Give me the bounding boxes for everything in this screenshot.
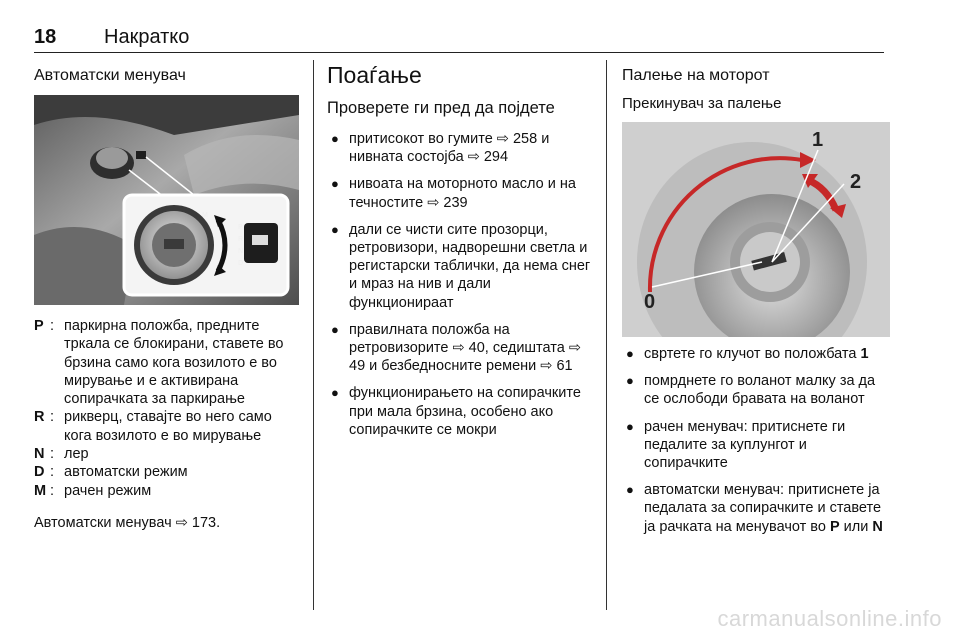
figure-label-2: 2 (850, 171, 862, 193)
ignition-switch-illustration (622, 122, 890, 337)
definition-key: M (34, 482, 47, 499)
list-item (327, 321, 599, 376)
bullet-icon: ● (331, 385, 339, 401)
definition-text: автоматски режим (64, 464, 188, 481)
list-item-text: помрднете го воланот малку за да се ослободи бравата на воланот (644, 373, 876, 408)
bullet-icon: ● (331, 131, 339, 146)
list-item (622, 345, 890, 363)
list-item-text-mid: или (839, 518, 873, 535)
list-item (622, 418, 890, 473)
column-divider-1 (313, 60, 314, 610)
chapter-title: Накратко (104, 26, 190, 48)
list-item-text: рачен менувач: притиснете ги педалите за куплунгот и сопирачките (644, 418, 846, 472)
list-item-text: дали се чисти сите прозорци, ретровизори, надворешни светла и регистарски таблички, да нема снег и мраз на нив и дали функционираат (349, 221, 591, 311)
section-title: Палење на моторот (622, 67, 770, 84)
bullet-icon: ● (626, 346, 634, 361)
column-divider-2 (606, 60, 607, 610)
definition-key: R (34, 409, 45, 426)
page-reference-arrow-icon: ⇨ (175, 514, 188, 531)
definition-text: рикверц, ставајте во него само кога возилото е во мирување (64, 409, 272, 444)
gear-positions-list (34, 317, 299, 500)
list-item (622, 372, 890, 408)
definition-row-d (34, 463, 299, 481)
bullet-icon: ● (626, 373, 634, 389)
definition-colon: : (50, 318, 55, 334)
definition-colon: : (50, 409, 55, 426)
definition-key: N (34, 446, 45, 463)
cross-reference-note (34, 514, 299, 532)
page-number: 18 (34, 26, 57, 48)
definition-row-n (34, 445, 299, 463)
definition-row-m (34, 482, 299, 500)
bullet-icon: ● (626, 482, 634, 498)
figure-label-1: 1 (812, 129, 824, 151)
column-automatic-transmission (34, 60, 299, 532)
list-item (327, 221, 599, 312)
list-item-text: правилната положба на ретровизорите ⇨ 40, седиштата ⇨ 49 и безбедносните ремени ⇨ 61 (349, 321, 581, 375)
image-key-p: P (238, 224, 243, 231)
figure-label-0: 0 (644, 291, 656, 313)
list-item-text: свртете го клучот во положбата (644, 346, 857, 362)
list-item-bold: P (829, 518, 840, 535)
column-engine-start (622, 60, 890, 545)
section-subtitle: Проверете ги пред да појдете (327, 99, 555, 117)
image-key-m: M (202, 212, 208, 219)
bullet-icon: ● (331, 321, 339, 337)
checklist (327, 130, 599, 439)
list-item-text: функционирањето на сопирачките при мала брзина, особено ако сопирачките се мокри (349, 385, 581, 438)
image-key-n: N (238, 248, 244, 255)
bullet-icon: ● (626, 418, 634, 434)
list-item (327, 130, 599, 166)
list-item-text: автоматски менувач: притиснете ја педалата за сопирачките и ставете ја рачката на менувачот во (644, 482, 882, 535)
list-item (622, 481, 890, 536)
definition-colon: : (50, 482, 55, 499)
definition-row-p (34, 317, 299, 408)
list-item-text: нивоата на моторното масло и на течностите ⇨ 239 (349, 176, 576, 211)
list-item-bold: 1 (860, 346, 869, 362)
section-title: Поаѓање (327, 62, 422, 88)
image-key-d: D (238, 260, 244, 267)
gear-selector-photo (34, 95, 299, 305)
list-item (327, 384, 599, 439)
definition-key: D (34, 464, 45, 481)
definition-row-r (34, 408, 299, 445)
note-text: Автоматски менувач (34, 514, 172, 531)
watermark: carmanualsonline.info (717, 606, 942, 631)
section-heading: Автоматски менувач (34, 67, 186, 84)
definition-key: P (34, 318, 44, 334)
definition-colon: : (50, 464, 55, 481)
image-key-r: R (238, 236, 244, 243)
column-starting-off (327, 60, 599, 448)
definition-colon: : (50, 446, 55, 463)
bullet-icon: ● (331, 221, 339, 237)
section-subtitle: Прекинувач за палење (622, 95, 782, 112)
list-item-text: притисокот во гумите ⇨ 258 и нивната состојба ⇨ 294 (349, 131, 550, 166)
list-item (327, 175, 599, 211)
definition-text: рачен режим (64, 482, 152, 499)
definition-text: лер (64, 446, 89, 463)
definition-text: паркирна положба, предните тркала се блокирани, ставете во брзина само кога возилото е во мирување и е активирана сопирачката за паркирање (64, 318, 284, 408)
start-steps-list (622, 345, 890, 536)
page-header (34, 22, 884, 53)
note-page: 173. (191, 514, 221, 531)
list-item-bold-2: N (872, 518, 883, 535)
bullet-icon: ● (331, 176, 339, 192)
